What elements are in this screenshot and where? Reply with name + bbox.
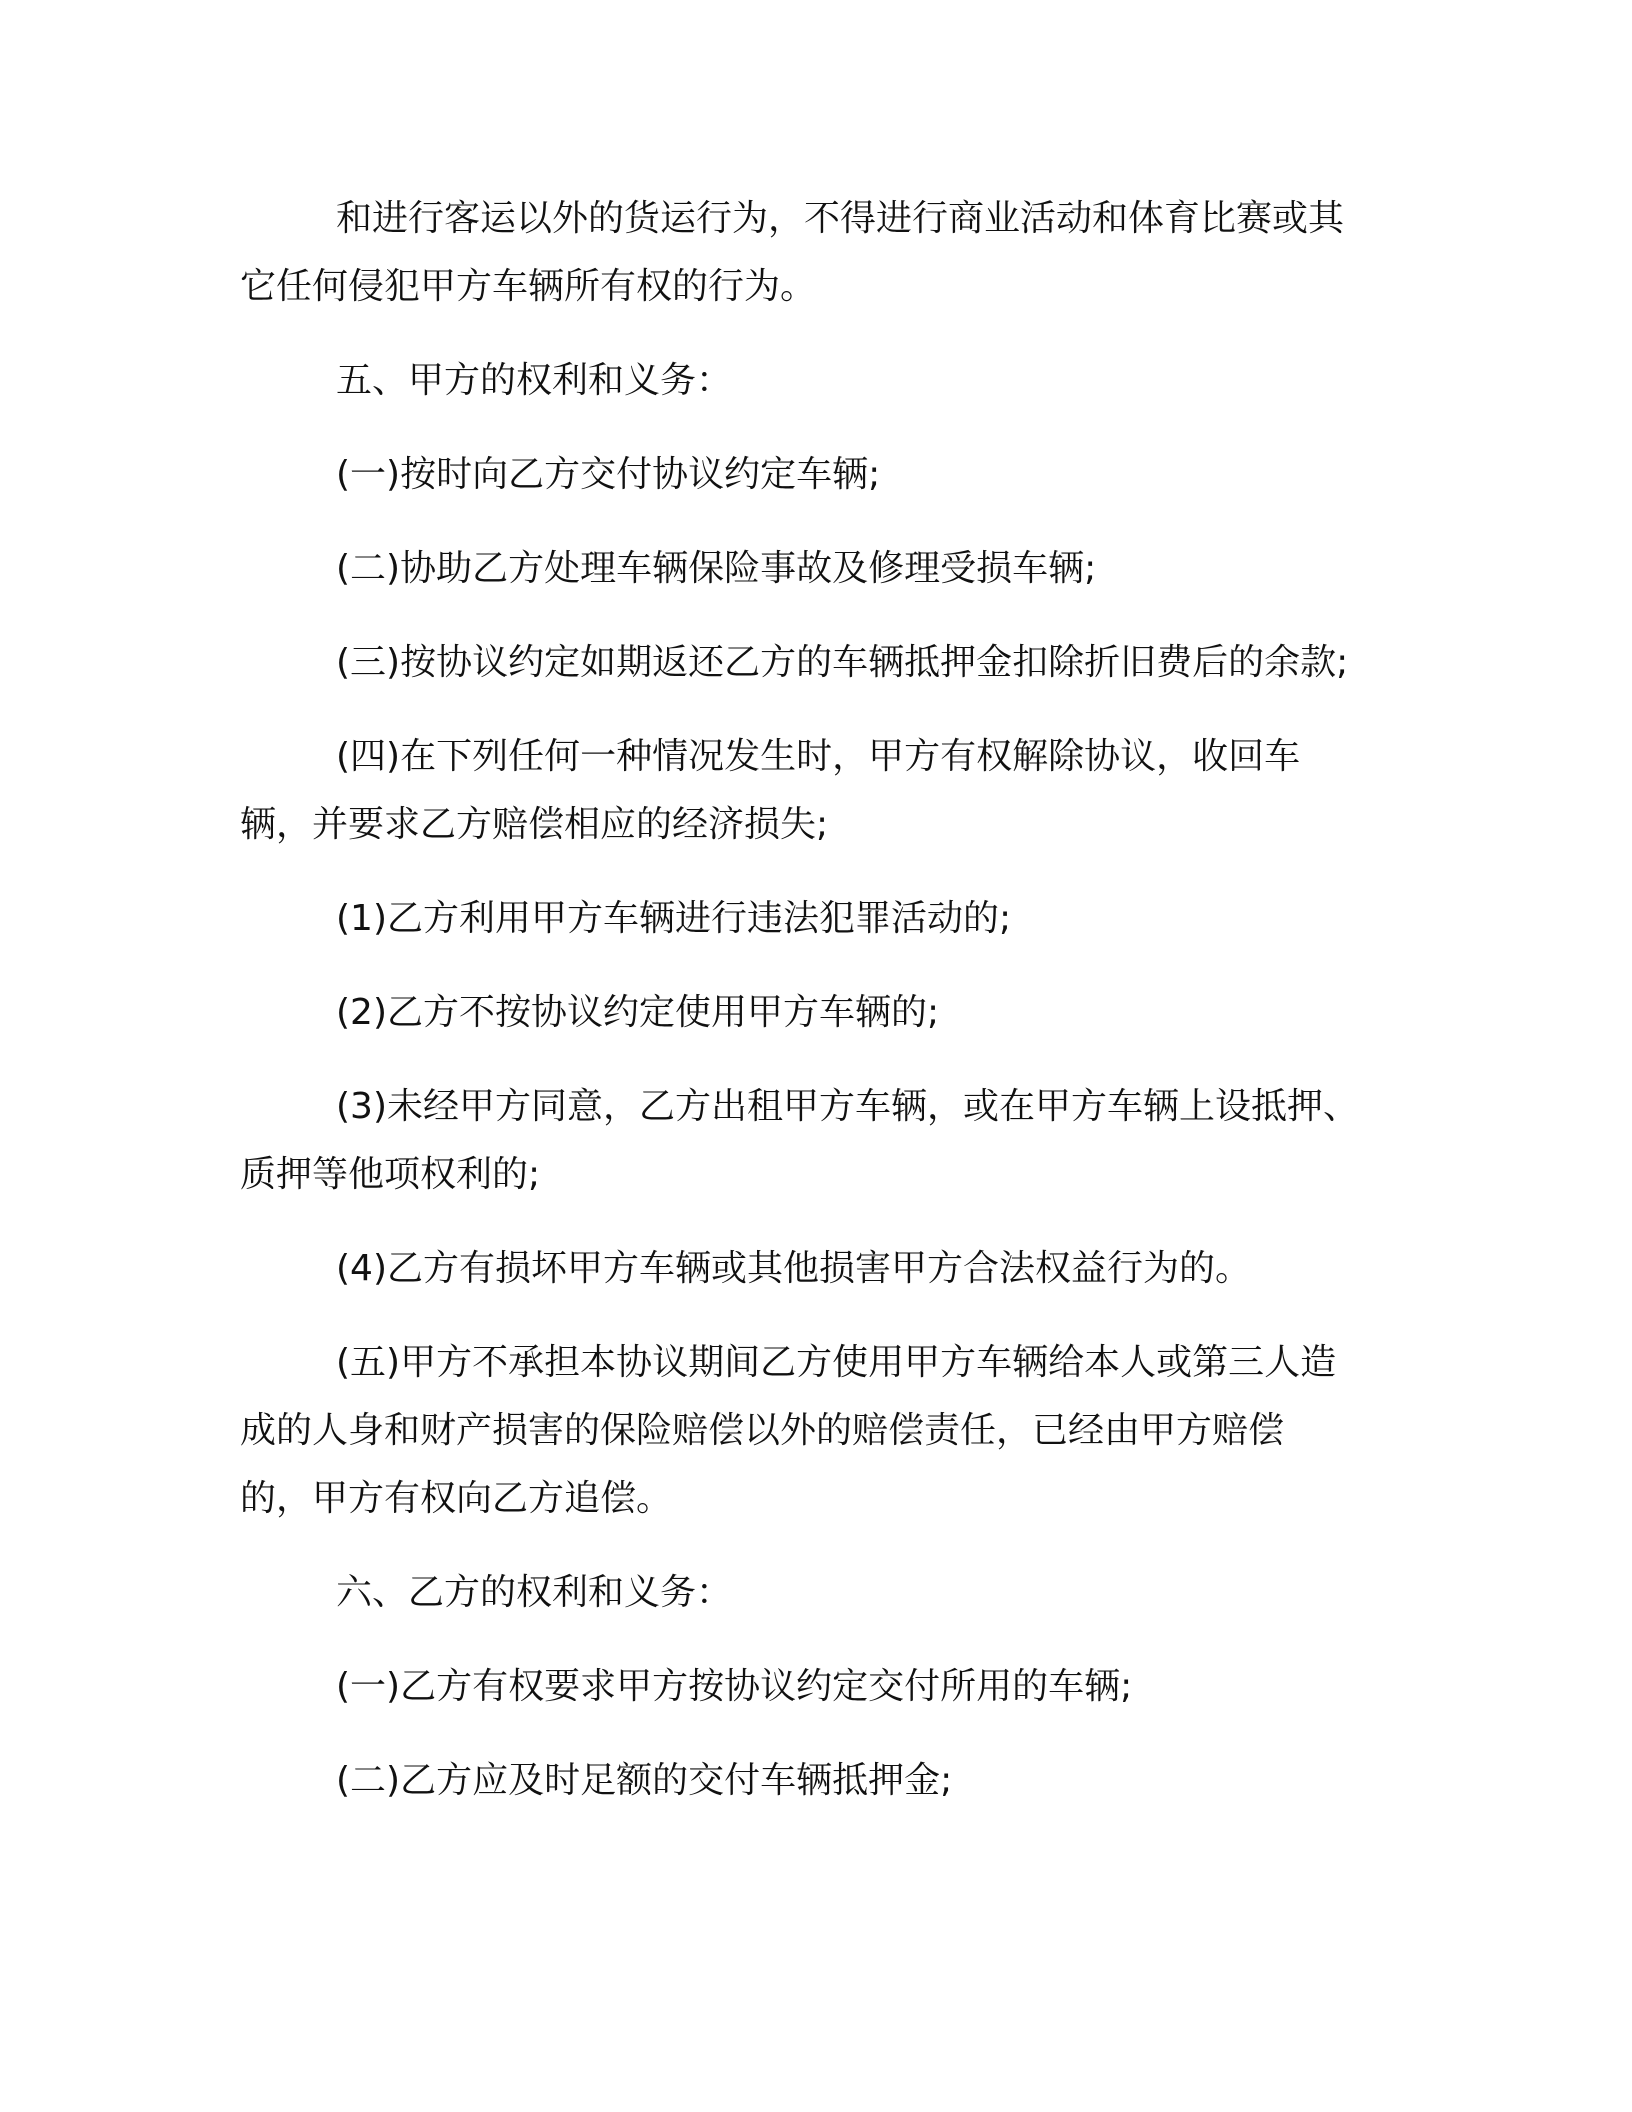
text-line: (一)按时向乙方交付协议约定车辆; (336, 454, 881, 495)
text-line: 五、甲方的权利和义务： (336, 360, 733, 401)
paragraph (240, 723, 1390, 859)
text-line: 辆，并要求乙方赔偿相应的经济损失; (240, 804, 829, 845)
text-line: (2)乙方不按协议约定使用甲方车辆的; (336, 992, 940, 1033)
text-line: (1)乙方利用甲方车辆进行违法犯罪活动的; (336, 898, 1012, 939)
section-heading (240, 347, 1390, 415)
text-line: 成的人身和财产损害的保险赔偿以外的赔偿责任，已经由甲方赔偿 (240, 1410, 1285, 1451)
document-body (240, 185, 1390, 1841)
paragraph (240, 1073, 1390, 1209)
text-line: (三)按协议约定如期返还乙方的车辆抵押金扣除折旧费后的余款; (336, 642, 1349, 683)
paragraph (240, 535, 1390, 603)
text-line: (四)在下列任何一种情况发生时，甲方有权解除协议，收回车 (336, 736, 1301, 777)
paragraph (240, 979, 1390, 1047)
section-heading (240, 1559, 1390, 1627)
text-line: (二)乙方应及时足额的交付车辆抵押金; (336, 1760, 953, 1801)
paragraph (240, 1235, 1390, 1303)
paragraph (240, 441, 1390, 509)
paragraph (240, 185, 1390, 321)
text-line: (4)乙方有损坏甲方车辆或其他损害甲方合法权益行为的。 (336, 1248, 1251, 1289)
text-line: 质押等他项权利的; (240, 1154, 541, 1195)
text-line: (一)乙方有权要求甲方按协议约定交付所用的车辆; (336, 1666, 1133, 1707)
paragraph (240, 1747, 1390, 1815)
text-line: 和进行客运以外的货运行为，不得进行商业活动和体育比赛或其 (336, 198, 1345, 239)
text-line: 的，甲方有权向乙方追偿。 (240, 1478, 673, 1519)
paragraph (240, 885, 1390, 953)
text-line: (二)协助乙方处理车辆保险事故及修理受损车辆; (336, 548, 1097, 589)
paragraph (240, 1329, 1390, 1533)
paragraph (240, 629, 1390, 697)
text-line: (3)未经甲方同意，乙方出租甲方车辆，或在甲方车辆上设抵押、 (336, 1086, 1359, 1127)
paragraph (240, 1653, 1390, 1721)
text-line: (五)甲方不承担本协议期间乙方使用甲方车辆给本人或第三人造 (336, 1342, 1337, 1383)
text-line: 它任何侵犯甲方车辆所有权的行为。 (240, 266, 817, 307)
text-line: 六、乙方的权利和义务： (336, 1572, 733, 1613)
